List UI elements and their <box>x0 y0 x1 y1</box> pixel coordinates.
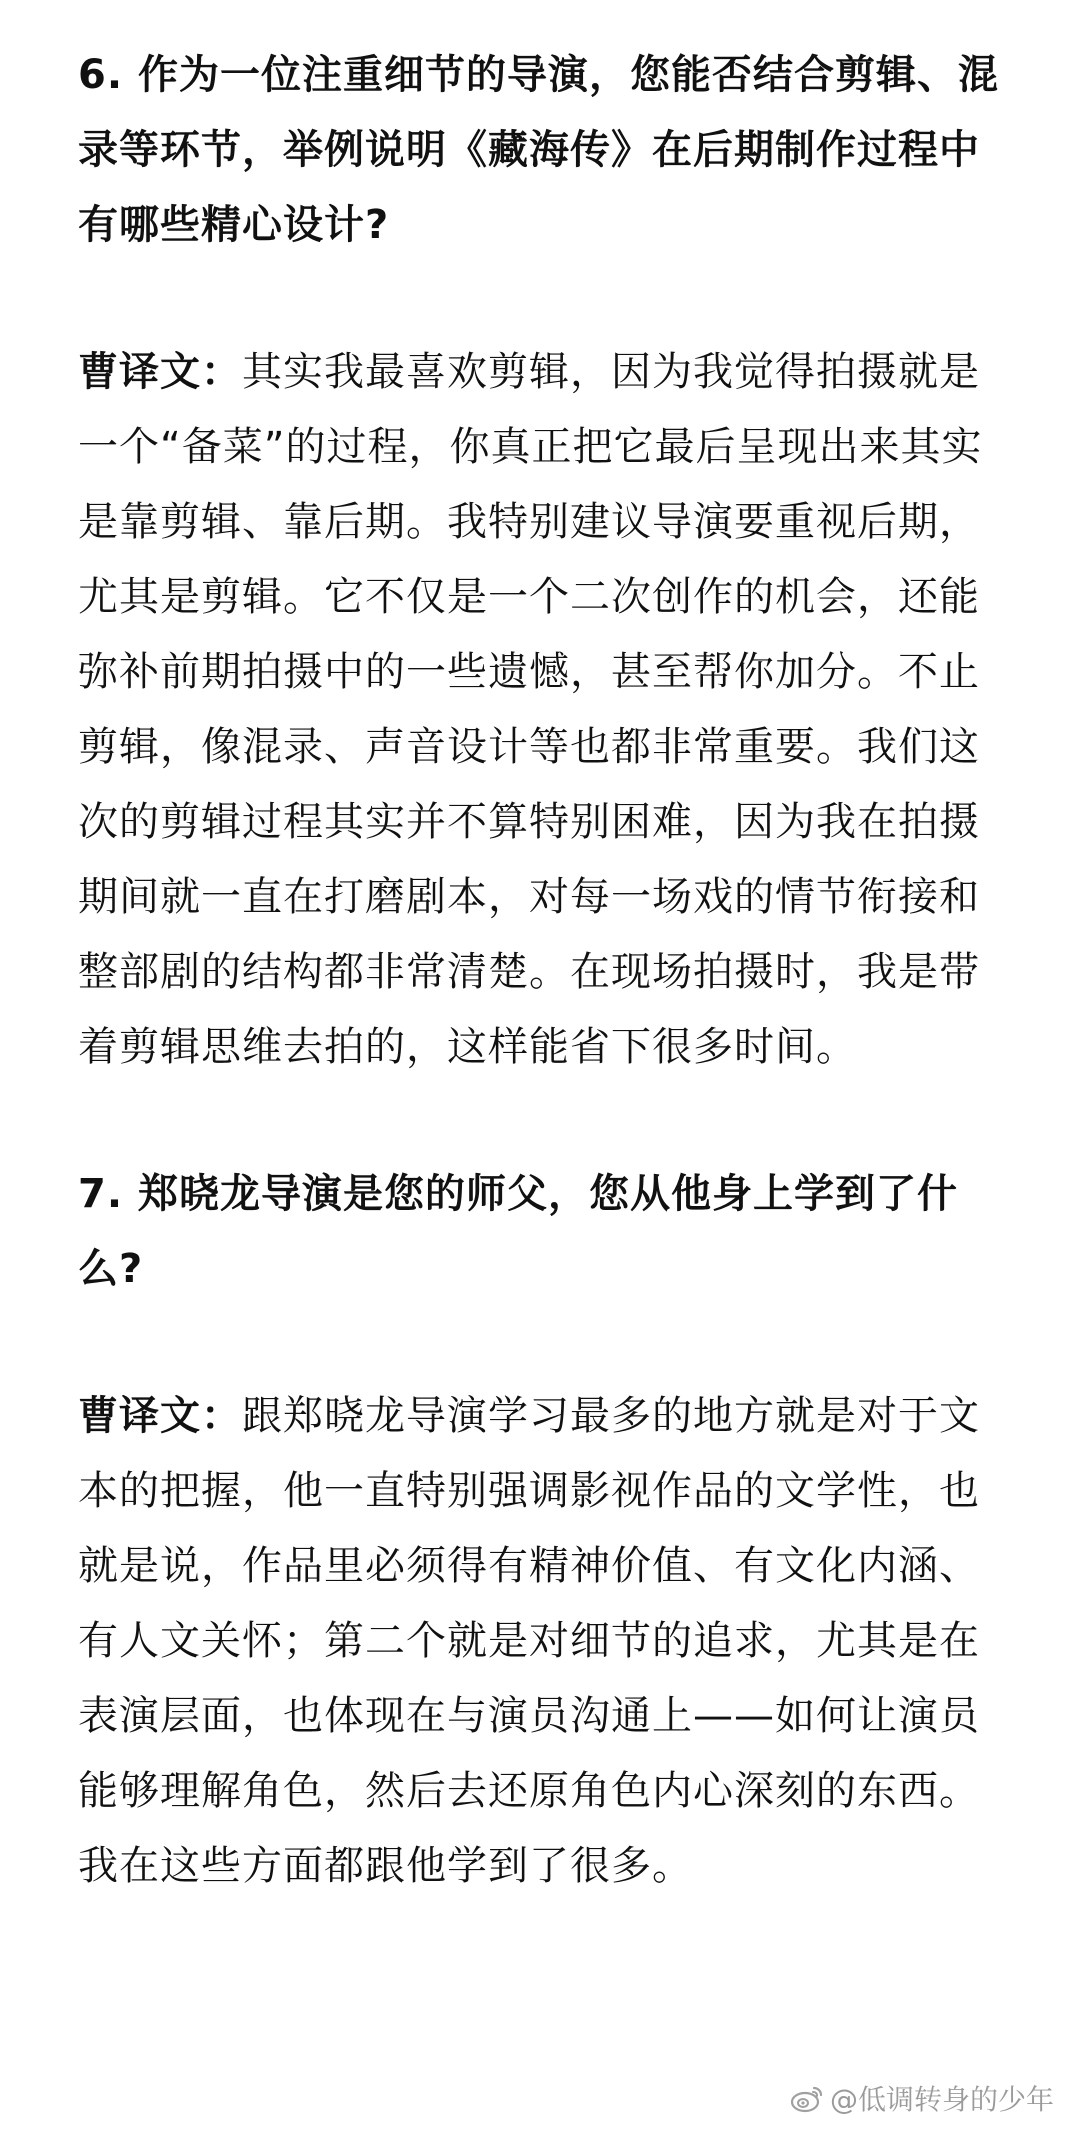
question-6: 6. 作为一位注重细节的导演，您能否结合剪辑、混录等环节，举例说明《藏海传》在后期制作过程中有哪些精心设计? <box>78 52 999 248</box>
article-body <box>78 38 1008 1904</box>
answer-6-speaker: 曹译文： <box>78 349 242 395</box>
question-7: 7. 郑晓龙导演是您的师父，您从他身上学到了什么? <box>78 1171 958 1292</box>
answer-7 <box>78 1379 1008 1904</box>
answer-7-text: 跟郑晓龙导演学习最多的地方就是对于文本的把握，他一直特别强调影视作品的文学性，也就是说，作品里必须得有精神价值、有文化内涵、有人文关怀；第二个就是对细节的追求，尤其是在表演层面，也体现在与演员沟通上——如何让演员能够理解角色，然后去还原角色内心深刻的东西。我在这些方面都跟他学到了很多。 <box>78 1393 980 1889</box>
answer-6-text: 其实我最喜欢剪辑，因为我觉得拍摄就是一个“备菜”的过程，你真正把它最后呈现出来其实是靠剪辑、靠后期。我特别建议导演要重视后期，尤其是剪辑。它不仅是一个二次创作的机会，还能弥补前期拍摄中的一些遗憾，甚至帮你加分。不止剪辑，像混录、声音设计等也都非常重要。我们这次的剪辑过程其实并不算特别困难，因为我在拍摄期间就一直在打磨剧本，对每一场戏的情节衔接和整部剧的结构都非常清楚。在现场拍摄时，我是带着剪辑思维去拍的，这样能省下很多时间。 <box>78 349 983 1070</box>
watermark <box>790 2078 1054 2118</box>
weibo-icon <box>790 2083 824 2113</box>
answer-6 <box>78 335 1008 1085</box>
answer-7-speaker: 曹译文： <box>78 1393 242 1439</box>
watermark-text: @低调转身的少年 <box>829 2083 1054 2116</box>
